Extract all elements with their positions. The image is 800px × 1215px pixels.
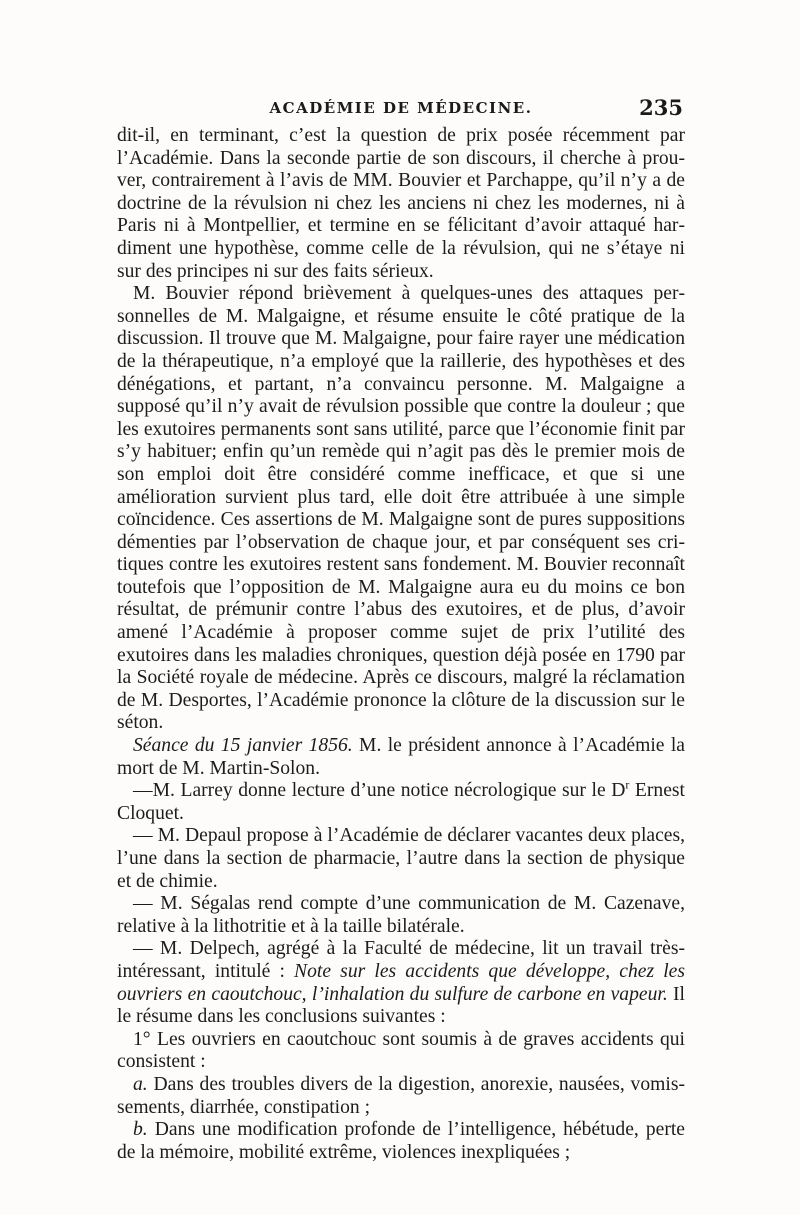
page-number: 235 xyxy=(639,95,683,120)
paragraph-bouvier-reply: M. Bouvier répond brièvement à quelques-unes des attaques personnelles de M. Malgaigne, et résume ensuite le côté pratique de la discussion. Il trouve que M. Malgaigne, pour faire rayer une médication de la thérapeutique, n’a employé que la raillerie, des hypothèses et des dénégations, et partant, n’a convaincu personne. M. Malgaigne a supposé qu’il n’y avait de révulsion possible que contre la douleur ; que les exutoires permanents sont sans utilité, parce que l’économie finit par s’y habituer; enfin qu’un remède qui n’agit pas dès le premier mois de son emploi doit être considéré comme inefficace, et que si une amélioration survient plus tard, elle doit être attribuée à une simple coïncidence. Ces assertions de M. Malgaigne sont de pures suppositions démenties par l’observation de chaque jour, et par conséquent ses critiques contre les exutoires restent sans fondement. M. Bouvier reconnaît toutefois que l’opposition de M. Malgaigne aura eu du moins ce bon résultat, de prémunir contre l’abus des exutoires, et de plus, d’avoir amené l’Académie à proposer comme sujet de prix l’utilité des exutoires dans les maladies chroniques, question déjà posée en 1790 par la Société royale de médecine. Après ce discours, malgré la réclamation de M. Desportes, l’Académie prononce la clôture de la discussion sur le séton. xyxy=(117,283,685,734)
running-title: ACADÉMIE DE MÉDECINE. xyxy=(269,99,533,117)
paragraph-seance-opening xyxy=(117,735,685,780)
paragraph-depaul-proposal: — M. Depaul propose à l’Académie de déclarer vacantes deux places, l’une dans la section de pharmacie, l’autre dans la section de physique et de chimie. xyxy=(117,825,685,892)
session-date: Séance du 15 janvier 1856. xyxy=(133,735,353,757)
paragraph-segalas-report: — M. Ségalas rend compte d’une communication de M. Cazenave, relative à la lithotritie et à la taille bilatérale. xyxy=(117,893,685,937)
list-item-b: b. Dans une modification profonde de l’intelligence, hébétude, perte de la mémoire, mobilité extrême, violences inexpliquées ; xyxy=(117,1119,685,1163)
paragraph-larrey-notice: —M. Larrey donne lecture d’une notice nécrologique sur le $D^r$ Ernest Cloquet. xyxy=(117,777,685,824)
list-item-a: a. Dans des troubles divers de la digestion, anorexie, nausées, vomissements, diarrhée, constipation ; xyxy=(117,1073,685,1118)
body-text xyxy=(117,125,685,1164)
running-header xyxy=(117,93,685,123)
paragraph-revulsion-conclusion: dit-il, en terminant, c’est la question de prix posée récemment par l’Académie. Dans la seconde partie de son discours, il cherche à prouver, contrairement à l’avis de MM. Bouvier et Parchappe, qu’il n’y a de doctrine de la révulsion ni chez les anciens ni chez les modernes, ni à Paris ni à Montpellier, et termine en se félicitant d’avoir attaqué hardiment une hypothèse, comme celle de la révulsion, qui ne s’étaye ni sur des principes ni sur des faits sérieux. xyxy=(117,125,685,282)
session-announcement: M. le président annonce à l’Académie la mort de M. Martin-Solon. xyxy=(117,735,685,779)
paragraph-conclusion-1: 1° Les ouvriers en caoutchouc sont soumis à de graves accidents qui consistent : xyxy=(117,1028,685,1073)
note-title: Note sur les accidents que développe, chez les ouvriers en caoutchouc, l’inhalation du sulfure de carbone en vapeur. xyxy=(117,960,685,1005)
paragraph-delpech-note: — M. Delpech, agrégé à la Faculté de médecine, lit un travail très-intéressant, intitulé : Note sur les accidents que développe, chez les ouvriers en caoutchouc, l’inhalation du sulfure de carbone en vapeur. Il le résume dans les conclusions suivantes : xyxy=(117,938,685,1028)
